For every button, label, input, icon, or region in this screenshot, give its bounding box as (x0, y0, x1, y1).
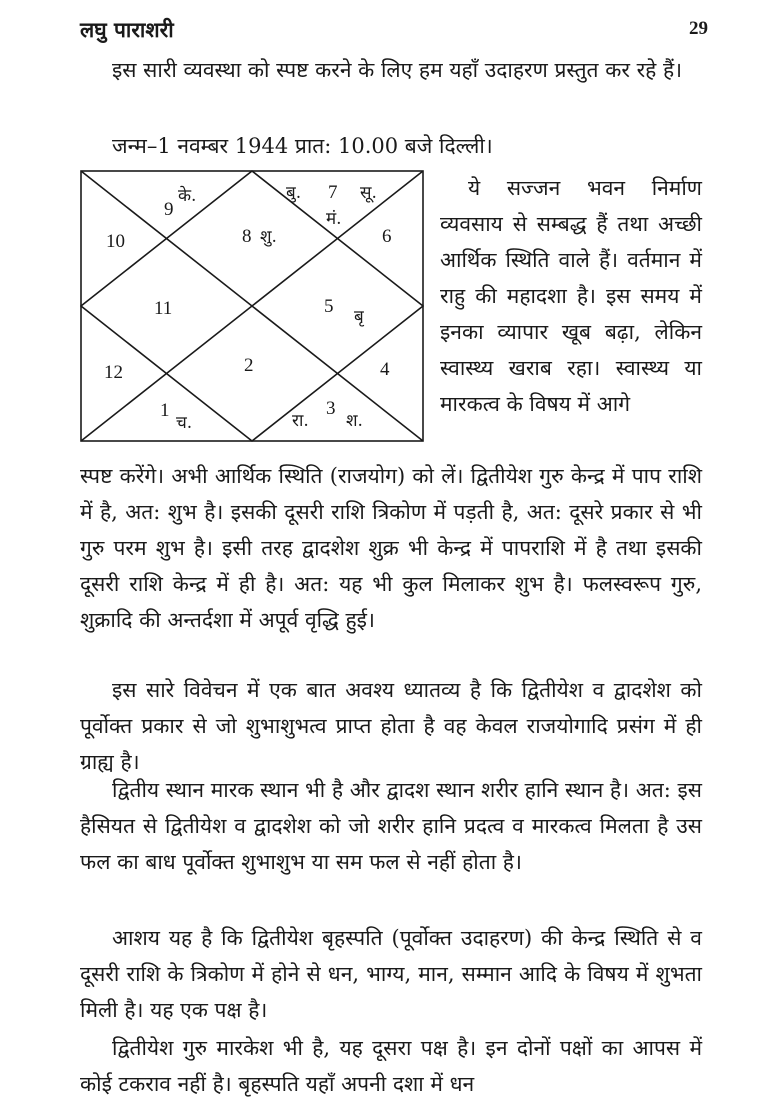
house-number-7: 7 (328, 182, 338, 203)
paragraph-side-text: ये सज्जन भवन निर्माण व्यवसाय से सम्बद्ध हैं तथा अच्छी आर्थिक स्थिति वाले हैं। वर्तमान में राहु की महादशा है। इस समय में इनका व्यापार खूब बढ़ा, लेकिन स्वास्थ्य खराब रहा। स्वास्थ्य या मारकत्व के विषय में आगे (440, 176, 702, 416)
paragraph-intro: इस सारी व्यवस्था को स्पष्ट करने के लिए हम यहाँ उदाहरण प्रस्तुत कर रहे हैं। (112, 58, 683, 82)
house-number-11: 11 (154, 298, 173, 319)
kundali-chart-svg (80, 170, 424, 442)
house-number-2: 2 (244, 355, 254, 376)
paragraph-7: द्वितीयेश गुरु मारकेश भी है, यह दूसरा पक्ष है। इन दोनों पक्षों का आपस में कोई टकराव नहीं है। बृहस्पति यहाँ अपनी दशा में धन (80, 1036, 702, 1096)
planet-mangal: मं. (326, 209, 342, 229)
planet-surya: सू. (360, 183, 377, 203)
house-number-10: 10 (106, 231, 125, 252)
planet-ketu: के. (178, 186, 197, 206)
house-number-3: 3 (326, 398, 336, 419)
running-header-title: लघु पाराशरी (80, 17, 174, 42)
house-number-8: 8 (242, 226, 252, 247)
house-number-12: 12 (104, 362, 123, 383)
paragraph-4: इस सारे विवेचन में एक बात अवश्य ध्यातव्य है कि द्वितीयेश व द्वादशेश को पूर्वोक्त प्रकार से जो शुभाशुभत्व प्राप्त होता है वह केवल राजयोगादि प्रसंग में ही ग्राह्य है। (80, 678, 702, 774)
house-number-9: 9 (164, 199, 174, 220)
paragraph-6: आशय यह है कि द्वितीयेश बृहस्पति (पूर्वोक्त उदाहरण) की केन्द्र स्थिति से व दूसरी राशि के त्रिकोण में होने से धन, भाग्य, मान, सम्मान आदि के विषय में शुभता मिली है। यह एक पक्ष है। (80, 926, 702, 1022)
birth-details: जन्म–1 नवम्बर 1944 प्रात: 10.00 बजे दिल्ली। (112, 134, 493, 158)
house-number-1: 1 (160, 400, 170, 421)
house-number-4: 4 (380, 359, 390, 380)
kundali-chart (80, 170, 424, 442)
house-number-5: 5 (324, 296, 334, 317)
house-number-6: 6 (382, 226, 392, 247)
planet-budh: बु. (286, 183, 302, 203)
planet-chandra: च. (176, 413, 193, 433)
planet-brihaspati: बृ (354, 307, 364, 327)
planet-rahu: रा. (292, 411, 309, 431)
planet-shani: श. (346, 411, 363, 431)
paragraph-continued: स्पष्ट करेंगे। अभी आर्थिक स्थिति (राजयोग) को लें। द्वितीयेश गुरु केन्द्र में पाप राशि में है, अत: शुभ है। इसकी दूसरी राशि त्रिकोण में पड़ती है, अत: दूसरे प्रकार से भी गुरु परम शुभ है। इसी तरह द्वादशेश शुक्र भी केन्द्र में पापराशि में है तथा इसकी दूसरी राशि केन्द्र में ही है। अत: यह भी कुल मिलाकर शुभ है। फलस्वरूप गुरु, शुक्रादि की अन्तर्दशा में अपूर्व वृद्धि हुई। (80, 464, 702, 632)
page-number: 29 (689, 18, 708, 39)
planet-shukra: शु. (260, 227, 277, 247)
paragraph-5: द्वितीय स्थान मारक स्थान भी है और द्वादश स्थान शरीर हानि स्थान है। अत: इस हैसियत से द्वितीयेश व द्वादशेश को जो शरीर हानि प्रदत्व व मारकत्व मिलता है उस फल का बाध पूर्वोक्त शुभाशुभ या सम फल से नहीं होता है। (80, 778, 702, 874)
